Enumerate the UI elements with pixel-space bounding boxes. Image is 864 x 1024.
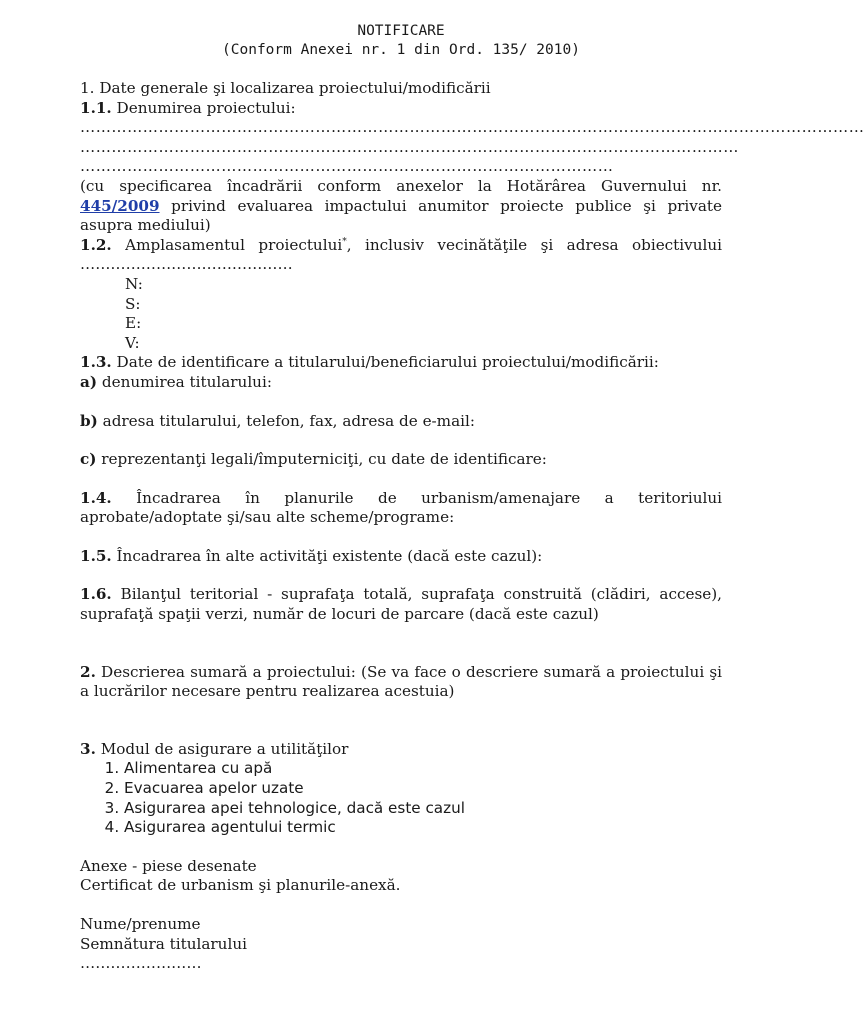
section-1-2-label: Amplasamentul proiectului [125,235,343,254]
footnote-marker: * [342,236,347,247]
item-a-label: a) [80,372,98,391]
section-1-number: 1. [80,79,95,97]
section-1-title: Date generale şi localizarea proiectului/modificării [99,79,491,97]
item-c-text: reprezentanţi legali/împuterniciţi, cu date de identificare: [101,450,547,469]
note-text-before: (cu specificarea încadrării conform anexelor la Hotărârea Guvernului nr. [80,176,722,195]
document-page [80,22,864,974]
signature-label: Semnătura titularului [80,934,247,953]
section-3-heading [80,740,722,760]
section-3-number: 3. [80,739,96,758]
annex-drawings: Anexe - piese desenate [80,856,257,875]
dots-line-3: ………………………………………………………………………………………… [80,157,614,176]
section-1-5-number: 1.5. [80,546,112,565]
dots-line-1: …………………………………………………………………………………………………………………………………… [80,118,864,137]
spacer [80,625,722,663]
spacer [80,431,722,450]
hg-445-2009-link[interactable]: 445/2009 [80,196,160,215]
section-1-6-text: Bilanţul teritorial - suprafaţa totală, suprafaţa construită (clădiri, accese), suprafaţă spaţii verzi, număr de locuri de parcare (dacă este cazul) [80,585,723,624]
section-1-5-text: Încadrarea în alte activităţi existente (dacă este cazul): [116,546,543,565]
section-2-number: 2. [80,662,96,681]
section-1-1-label: Denumirea proiectului: [116,98,296,117]
item-b-label: b) [80,411,98,430]
section-1-6 [80,585,722,624]
section-1-heading [80,79,722,99]
spacer [80,896,722,915]
spacer [80,470,722,489]
note-text-after: privind evaluarea impactului anumitor proiecte publice şi private asupra mediului) [80,196,723,235]
section-1-1-number: 1.1. [80,98,112,117]
section-1-3-label: Date de identificare a titularului/beneficiarului proiectului/modificării: [116,353,659,372]
section-1-2 [80,236,722,275]
spacer [80,702,722,740]
signature-name: Nume/prenume [80,915,201,933]
spacer [80,566,722,585]
section-1-3-number: 1.3. [80,353,112,372]
section-3-text: Modul de asigurare a utilităţilor [100,739,349,758]
section-1-3 [80,353,722,373]
cardinal-south: S: [125,294,141,313]
spacer [80,393,722,412]
utilities-item: 1. Alimentarea cu apă [124,759,722,779]
section-1-2-rest: , inclusiv vecinătăţile şi adresa obiectivului …………………………………… [80,235,723,274]
section-1-2-number: 1.2. [80,235,112,254]
cardinal-east: E: [125,314,142,333]
section-1-1 [80,99,722,119]
document-subtitle: (Conform Anexei nr. 1 din Ord. 135/ 2010) [222,42,580,58]
annex-certificate: Certificat de urbanism şi planurile-anexă. [80,876,401,895]
section-1-5 [80,547,722,567]
spacer [80,838,722,857]
item-b [80,412,722,432]
cardinal-west: V: [125,333,140,352]
section-1-4-number: 1.4. [80,488,112,507]
item-b-text: adresa titularului, telefon, fax, adresa de e-mail: [102,411,475,430]
section-2 [80,663,722,702]
item-a [80,373,722,393]
signature-dots: …………………… [80,954,202,973]
spacer [80,528,722,547]
section-1-4-text: Încadrarea în planurile de urbanism/amenajare a teritoriului aprobate/adoptate şi/sau alte scheme/programe: [80,488,723,527]
section-1-6-number: 1.6. [80,585,112,604]
dots-line-2: ……………………………………………………………………………………………………………… [80,137,739,156]
utilities-list [80,759,722,837]
item-c-label: c) [80,450,97,469]
utilities-item: 4. Asigurarea agentului termic [124,818,722,838]
document-title: NOTIFICARE [357,23,445,39]
section-1-4 [80,489,722,528]
classification-note [80,177,722,236]
item-a-text: denumirea titularului: [101,372,272,391]
cardinal-north: N: [125,274,143,293]
utilities-item: 3. Asigurarea apei tehnologice, dacă este cazul [124,799,722,819]
item-c [80,450,722,470]
utilities-item: 2. Evacuarea apelor uzate [124,779,722,799]
section-2-text: Descrierea sumară a proiectului: (Se va face o descriere sumară a proiectului şi a lucrărilor necesare pentru realizarea acestuia) [80,662,723,701]
